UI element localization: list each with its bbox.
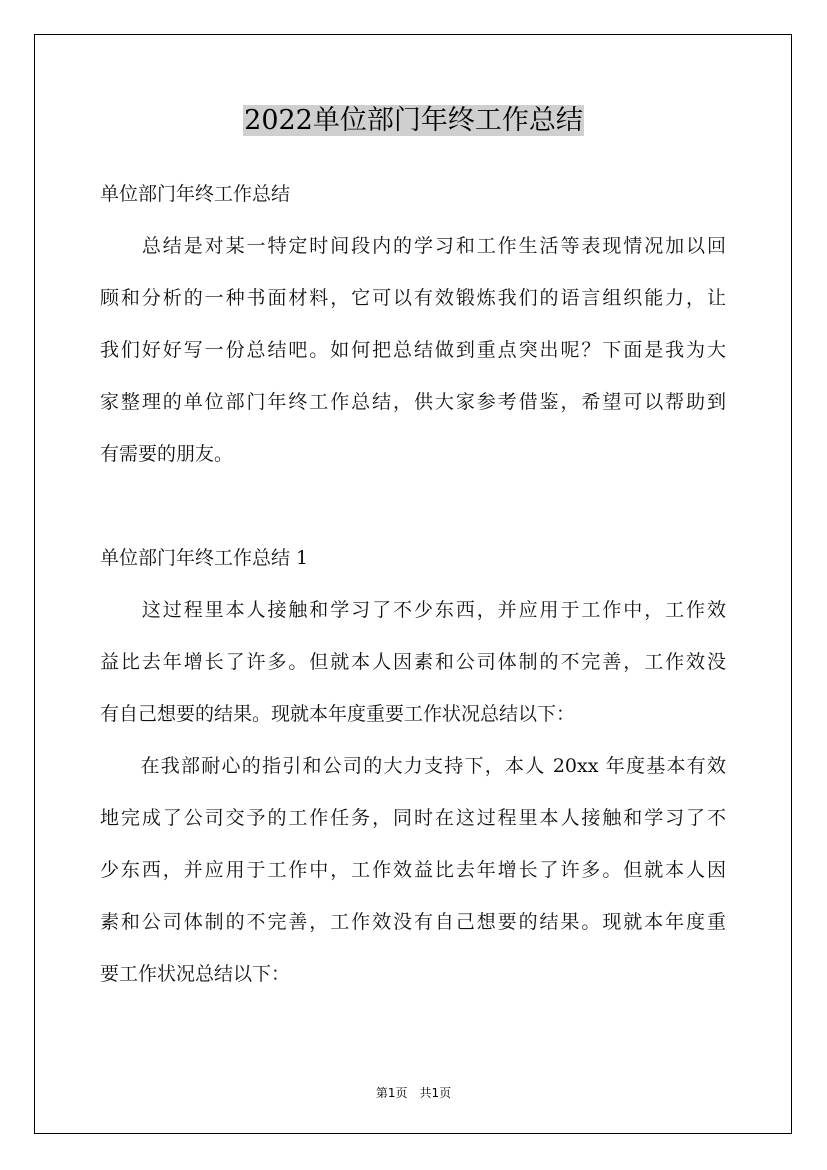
paragraph-line: 有需要的朋友。 — [100, 443, 234, 465]
paragraph-line: 在我部耐心的指引和公司的大力支持下，本人 20xx 年度基本有效 — [100, 755, 726, 777]
paragraph-line: 我们好好写一份总结吧。如何把总结做到重点突出呢？下面是我为大 — [100, 339, 726, 361]
document-body — [100, 168, 726, 1000]
paragraph-line: 家整理的单位部门年终工作总结，供大家参考借鉴，希望可以帮助到 — [100, 391, 726, 413]
paragraph-line: 有自己想要的结果。现就本年度重要工作状况总结以下： — [100, 703, 576, 725]
paragraph-line: 素和公司体制的不完善，工作效没有自己想要的结果。现就本年度重 — [100, 911, 726, 933]
paragraph-line: 少东西，并应用于工作中，工作效益比去年增长了许多。但就本人因 — [100, 859, 726, 881]
document-title — [0, 101, 827, 141]
paragraph-line: 益比去年增长了许多。但就本人因素和公司体制的不完善，工作效没 — [100, 651, 726, 673]
section-heading: 单位部门年终工作总结 1 — [100, 547, 309, 569]
paragraph-line: 总结是对某一特定时间段内的学习和工作生活等表现情况加以回 — [100, 235, 726, 257]
paragraph-line: 顾和分析的一种书面材料，它可以有效锻炼我们的语言组织能力，让 — [100, 287, 726, 309]
intro-heading: 单位部门年终工作总结 — [100, 183, 291, 205]
paragraph-line: 这过程里本人接触和学习了不少东西，并应用于工作中，工作效 — [100, 599, 726, 621]
page-number: 第1页 共1页 — [375, 1086, 452, 1100]
paragraph-line: 地完成了公司交予的工作任务，同时在这过程里本人接触和学习了不 — [100, 807, 726, 829]
title-text: 2022单位部门年终工作总结 — [244, 105, 583, 136]
paragraph-line: 要工作状况总结以下： — [100, 963, 291, 985]
section-spacer — [100, 480, 726, 532]
